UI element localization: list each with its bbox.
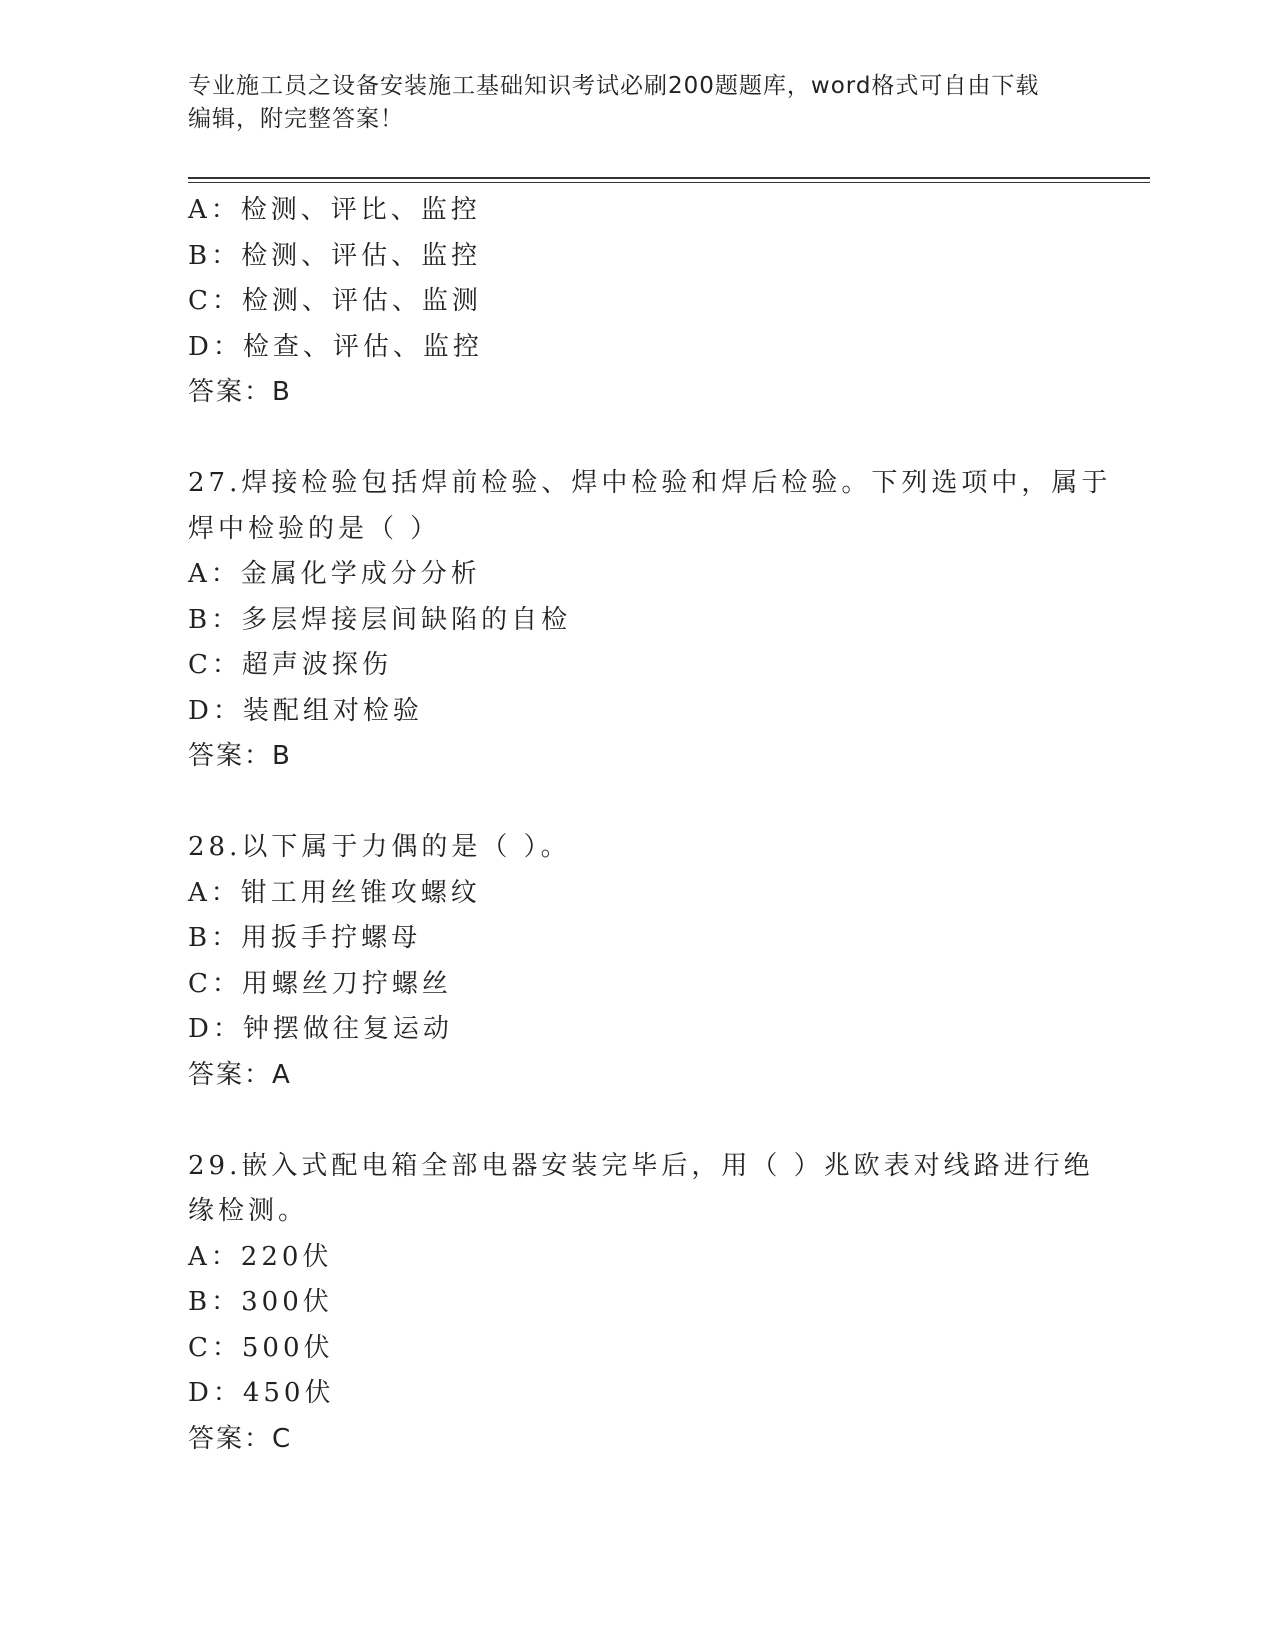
question-26-option-a: A：检测、评比、监控 bbox=[188, 195, 481, 225]
question-29-stem-line-2: 缘检测。 bbox=[188, 1196, 309, 1226]
question-27-block bbox=[188, 461, 1112, 780]
header-divider-thin bbox=[188, 182, 1150, 183]
header-divider-thick bbox=[188, 177, 1150, 179]
question-28-option-d: D：钟摆做往复运动 bbox=[188, 1014, 453, 1044]
header-title-line-2: 编辑，附完整答案！ bbox=[188, 106, 404, 132]
question-29-option-b: B：300伏 bbox=[188, 1287, 333, 1317]
question-29-stem-line-1: 29.嵌入式配电箱全部电器安装完毕后，用（ ）兆欧表对线路进行绝 bbox=[188, 1150, 1094, 1181]
question-27-stem-line-1: 27.焊接检验包括焊前检验、焊中检验和焊后检验。下列选项中，属于 bbox=[188, 468, 1112, 498]
question-27-option-a: A：金属化学成分分析 bbox=[188, 559, 481, 589]
header-title-line-1: 专业施工员之设备安装施工基础知识考试必刷200题题库，word格式可自由下载 bbox=[188, 73, 1040, 99]
question-26-option-c: C：检测、评估、监测 bbox=[188, 286, 482, 316]
question-26-option-d: D：检查、评估、监控 bbox=[188, 331, 483, 362]
question-list bbox=[188, 188, 1112, 1462]
question-29-option-c: C：500伏 bbox=[188, 1332, 334, 1363]
question-28-block bbox=[188, 825, 1088, 1098]
question-28-option-b: B：用扳手拧螺母 bbox=[188, 923, 422, 953]
question-29-option-d: D：450伏 bbox=[188, 1378, 335, 1408]
document-header bbox=[188, 70, 1088, 136]
spacer bbox=[188, 1098, 1088, 1144]
question-27-stem-line-2: 焊中检验的是（ ） bbox=[188, 513, 441, 544]
question-26-answer: 答案：B bbox=[188, 377, 292, 407]
question-29-answer: 答案：C bbox=[188, 1423, 293, 1454]
question-29-option-a: A：220伏 bbox=[188, 1241, 333, 1272]
question-26-block bbox=[188, 188, 1088, 416]
question-29-block bbox=[188, 1144, 1094, 1463]
question-27-option-b: B：多层焊接层间缺陷的自检 bbox=[188, 604, 572, 635]
question-27-option-d: D：装配组对检验 bbox=[188, 695, 423, 726]
question-26-option-b: B：检测、评估、监控 bbox=[188, 240, 482, 271]
spacer bbox=[188, 416, 1088, 462]
question-28-answer: 答案：A bbox=[188, 1059, 292, 1090]
question-27-option-c: C：超声波探伤 bbox=[188, 650, 392, 680]
question-28-stem-line-1: 28.以下属于力偶的是（ ）。 bbox=[188, 832, 571, 862]
question-28-option-c: C：用螺丝刀拧螺丝 bbox=[188, 968, 452, 999]
spacer bbox=[188, 780, 1088, 826]
question-27-answer: 答案：B bbox=[188, 741, 292, 771]
question-28-option-a: A：钳工用丝锥攻螺纹 bbox=[188, 877, 481, 908]
